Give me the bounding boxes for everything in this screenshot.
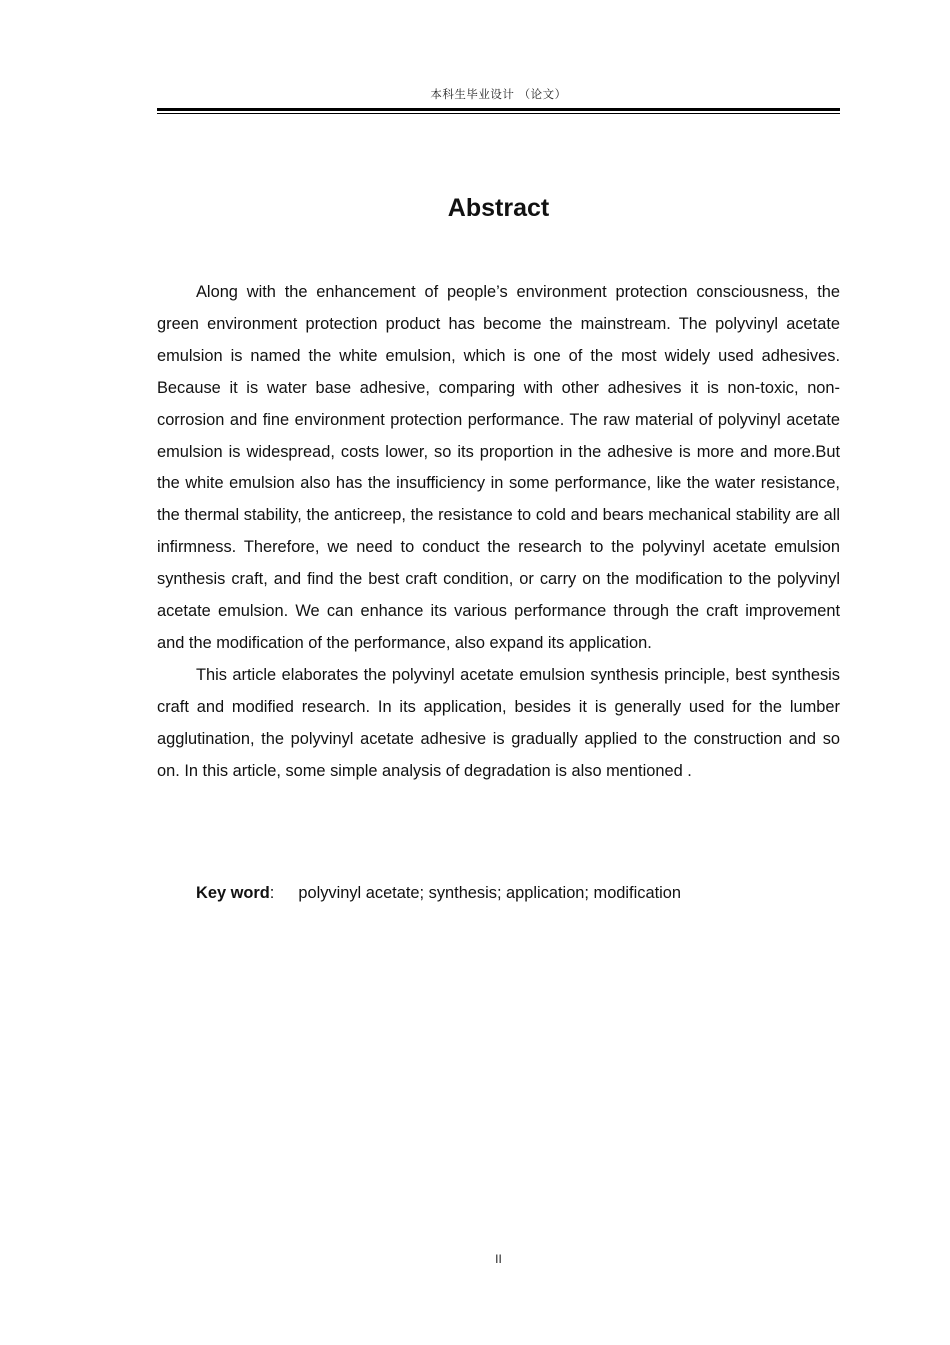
abstract-paragraph-2: This article elaborates the polyvinyl acetate emulsion synthesis principle, best synthesis craft and modified research. In its application, besides it is generally used for the lumber agglutination, the polyvinyl acetate adhesive is gradually applied to the construction and so on. In this article, some simple analysis of degradation is also mentioned . [157,665,840,780]
running-header: 本科生毕业设计 （论文） [430,87,567,101]
abstract-title: Abstract [447,194,550,222]
keywords-colon: : [269,884,275,902]
keywords-label: Key word [196,884,270,902]
abstract-paragraph-1: Along with the enhancement of people’s environment protection consciousness, the green environment protection product has become the mainstream. The polyvinyl acetate emulsion is named the white emulsion, which is one of the most widely used adhesives. Because it is water base adhesive, comparing with other adhesives it is non-toxic, non-corrosion and fine environment protection performance. The raw material of polyvinyl acetate emulsion is widespread, costs lower, so its proportion in the adhesive is more and more.But the white emulsion also has the insufficiency in some performance, like the water resistance, the thermal stability, the anticreep, the resistance to cold and bears mechanical stability are all infirmness. Therefore, we need to conduct the research to the polyvinyl acetate emulsion synthesis craft, and find the best craft condition, or carry on the modification to the polyvinyl acetate emulsion. We can enhance its various performance through the craft improvement and the modification of the performance, also expand its application. [157,283,840,652]
abstract-body [157,277,840,788]
keywords-value: polyvinyl acetate; synthesis; application; modification [298,884,681,902]
header-rule-thick [157,108,840,111]
page-number: II [495,1252,502,1266]
header-rule-thin [157,113,840,114]
keywords-line [196,878,836,909]
